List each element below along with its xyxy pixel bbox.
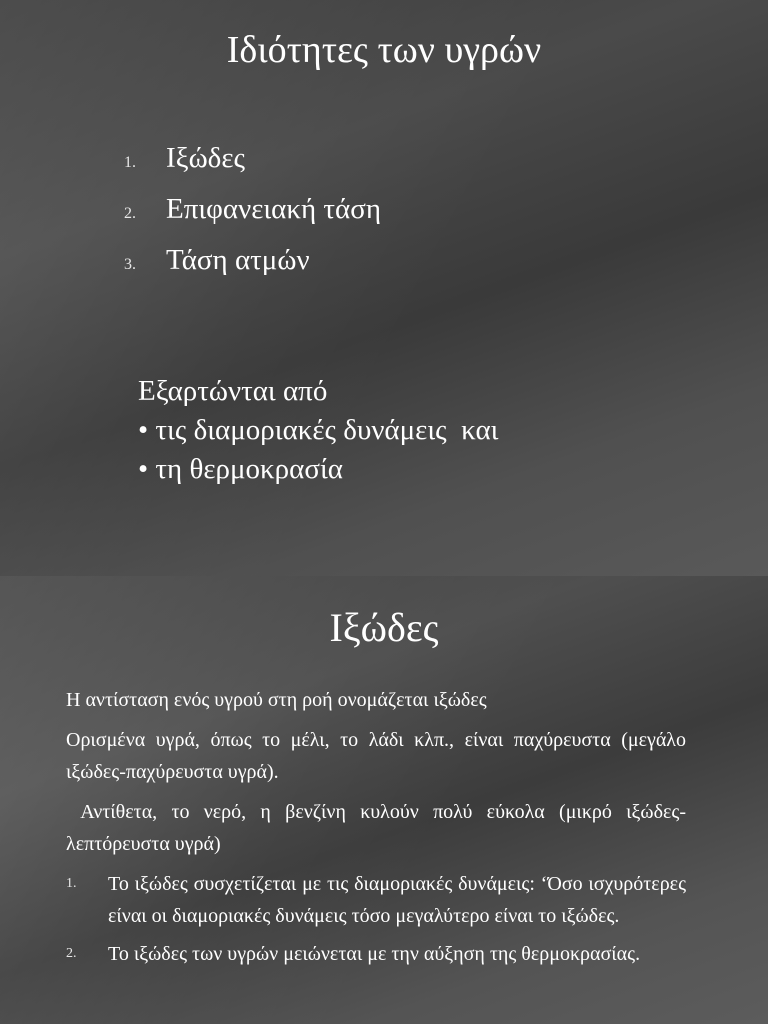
list-item: [124, 142, 381, 193]
properties-list: [124, 142, 381, 295]
list-number: 1.: [66, 876, 77, 891]
list-item: [124, 193, 381, 244]
list-number: 2.: [124, 205, 136, 222]
bullet-item: • τη θερμοκρασία: [138, 453, 343, 485]
depends-block: [138, 372, 499, 489]
list-number: 2.: [66, 946, 77, 961]
list-item-text: Το ιξώδες συσχετίζεται με τις διαμοριακές δυνάμεις: ‘Όσο ισχυρότερες είναι οι διαμοριακές δυνάμεις τόσο μεγαλύτερο είναι το ιξώδες.: [108, 873, 686, 927]
list-item: [124, 244, 381, 295]
depends-heading: Εξαρτώνται από: [138, 375, 328, 407]
paragraph: Η αντίσταση ενός υγρού στη ροή ονομάζεται ιξώδες: [66, 689, 487, 711]
list-item: [66, 868, 686, 932]
slide-title: Ιδιότητες των υγρών: [226, 29, 542, 71]
list-item: [66, 938, 686, 970]
slide-body: [66, 684, 692, 976]
bullet-item: • τις διαμοριακές δυνάμεις και: [138, 414, 499, 446]
list-number: 1.: [124, 154, 136, 171]
paragraph: Αντίθετα, το νερό, η βενζίνη κυλούν πολύ εύκολα (μικρό ιξώδες- λεπτόρευστα υγρά): [66, 801, 692, 855]
slide-title: Ιξώδες: [329, 605, 439, 650]
list-number: 3.: [124, 256, 136, 273]
list-item-text: Επιφανειακή τάση: [166, 193, 382, 225]
list-item-text: Τάση ατμών: [166, 244, 310, 276]
slide-2: [0, 576, 768, 1024]
list-item-text: Ιξώδες: [166, 142, 245, 174]
viscosity-list: [66, 868, 686, 970]
paragraph: Ορισμένα υγρά, όπως το μέλι, το λάδι κλπ., είναι παχύρευστα (μεγάλο ιξώδες-παχύρευστα υγρά).: [66, 729, 686, 783]
list-item-text: Το ιξώδες των υγρών μειώνεται με την αύξηση της θερμοκρασίας.: [108, 943, 641, 965]
